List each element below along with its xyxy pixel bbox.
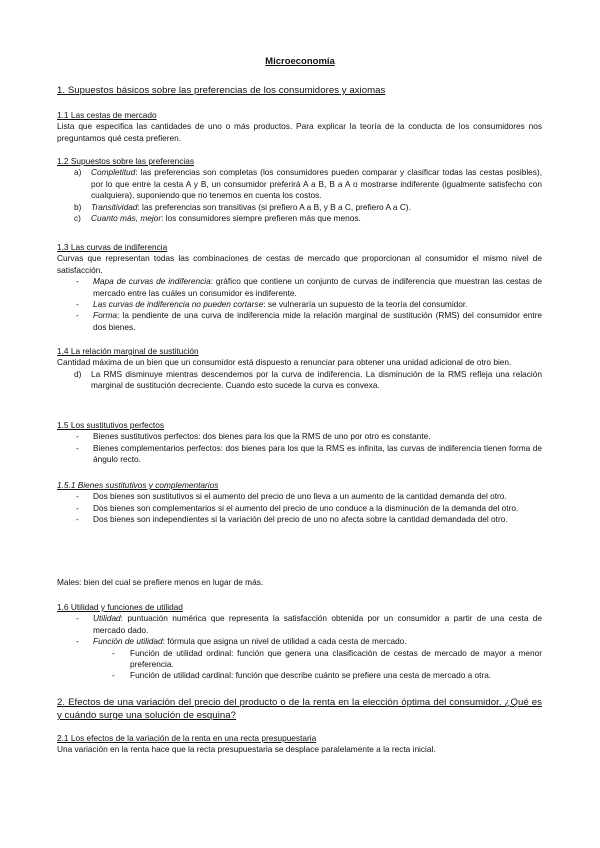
list-text: Función de utilidad ordinal: función que genera una clasificación de cestas de mercado de mayor a menor preferencia.: [130, 647, 542, 670]
list-item: [76, 613, 542, 636]
section-1-2-heading: 1.2 Supuestos sobre las preferencias: [57, 156, 194, 166]
term: Cuanto más, mejor: [91, 213, 162, 224]
list-marker: -: [76, 299, 79, 310]
term: Completitud: [91, 167, 136, 178]
term: Las curvas de indiferencia no pueden cortarse: [93, 299, 264, 310]
section-1-5-1-heading-text: 1.5.1 Bienes sustitutivos y complementarios: [57, 480, 219, 490]
list-marker: -: [76, 502, 79, 513]
section-2-1-heading: 2.1 Los efectos de la variación de la renta en una recta presupuestaria: [57, 733, 317, 743]
list-item: [76, 276, 542, 299]
definition: : puntuación numérica que representa la satisfacción obtenida por un consumidor a partir de una cesta de mercado dado.: [93, 613, 542, 635]
list-marker: -: [112, 647, 115, 658]
section-1-5: [57, 420, 542, 466]
section-1-3-text: Curvas que representan todas las combinaciones de cestas de mercado que proporcionan al consumidor el mismo nivel de satisfacción.: [57, 253, 542, 275]
section-1-4-text: Cantidad máxima de un bien que un consumidor está dispuesto a renunciar para obtener una unidad adicional de otro bien.: [57, 357, 512, 368]
list-text: Bienes complementarios perfectos: dos bienes para los que la RMS es infinita, las curvas de indiferencia tienen forma de ángulo recto.: [93, 442, 542, 465]
list-item: [76, 431, 542, 442]
document-title: Microeconomía: [265, 56, 335, 67]
list-item: [76, 491, 542, 502]
list-marker: -: [76, 514, 79, 525]
section-1-6-heading: 1.6 Utilidad y funciones de utilidad: [57, 602, 183, 612]
section-1-5-1: [57, 480, 542, 526]
section-1-3: [57, 242, 542, 333]
section-1-1-text: Lista que especifica las cantidades de uno o más productos. Para explicar la teoría de la conducta de los consumidores nos preguntamos qué cesta prefieren.: [57, 121, 542, 143]
list-item: [74, 202, 542, 213]
males-definition: Males: bien del cual se prefiere menos en lugar de más.: [57, 577, 264, 587]
list-item: [74, 167, 542, 201]
list-item: [76, 443, 542, 466]
definition: : la pendiente de una curva de indiferencia mide la relación marginal de sustitución (RMS) del consumidor entre dos bienes.: [93, 310, 542, 332]
list-text: Bienes sustitutivos perfectos: dos bienes para los que la RMS de uno por otro es constante.: [93, 431, 431, 442]
list-marker: -: [76, 613, 79, 624]
section-2-1-text: Una variación en la renta hace que la recta presupuestaria se desplace paralelamente a la recta inicial.: [57, 744, 436, 755]
term: Utilidad: [93, 613, 121, 624]
section-1-1: [57, 110, 542, 144]
definition: : se vulneraría un supuesto de la teoría del consumidor.: [263, 299, 468, 310]
list-text: Dos bienes son independientes si la variación del precio de uno no afecta sobre la cantidad demandada del otro.: [93, 514, 508, 525]
sub-list-item: [112, 670, 542, 681]
section-1-5-1-heading: [57, 480, 542, 491]
list-marker: -: [76, 636, 79, 647]
section-1-2: [57, 156, 542, 224]
list-marker: d): [74, 368, 82, 379]
list-item: [76, 503, 542, 514]
definition: : las preferencias son completas (los consumidores pueden comparar y clasificar todas las cestas posibles), por lo que entre la cesta A y B, un consumidor preferirá A a B, B a A o mostrarse indiferente (igualmente satisfecho con cualquiera), suponiendo que no tenemos en cuenta los costos.: [91, 167, 542, 201]
list-item: [76, 636, 542, 647]
list-marker: -: [76, 442, 79, 453]
definition: : los consumidores siempre prefieren más que menos.: [161, 213, 361, 224]
section-1-3-heading: 1.3 Las curvas de indiferencia: [57, 242, 168, 252]
term: Transitividad: [91, 201, 138, 212]
term: Función de utilidad: [93, 636, 163, 647]
section-1-6: [57, 602, 542, 682]
section-1-4: [57, 346, 542, 392]
list-marker: -: [76, 310, 79, 321]
list-item: [74, 369, 542, 392]
term: Forma: [93, 310, 117, 321]
list-text: Dos bienes son complementarios si el aumento del precio de uno conduce a la disminución de la demanda del otro.: [93, 502, 519, 513]
list-marker: -: [112, 670, 115, 681]
list-marker: a): [74, 167, 82, 178]
definition: : gráfico que contiene un conjunto de curvas de indiferencia que muestran las cestas de mercado entre las cuáles un consumidor es indiferente.: [93, 276, 542, 298]
list-marker: c): [74, 213, 81, 224]
list-marker: -: [76, 491, 79, 502]
list-item: [76, 514, 542, 525]
definition: : fórmula que asigna un nivel de utilidad a cada cesta de mercado.: [162, 636, 407, 647]
list-text: Función de utilidad cardinal: función que describe cuánto se prefiere una cesta de mercado a otra.: [130, 670, 492, 681]
list-item: [74, 213, 542, 224]
list-text: La RMS disminuye mientras descendemos por la curva de indiferencia. La disminución de la RMS refleja una relación marginal de sustitución decreciente. Cuando esto sucede la curva es convexa.: [91, 368, 542, 391]
sub-list-item: [112, 648, 542, 671]
list-item: [76, 310, 542, 333]
list-marker: b): [74, 201, 82, 212]
definition: : las preferencias son transitivas (si prefiero A a B, y B a C, prefiero A a C).: [137, 201, 411, 212]
section-1-1-heading: 1.1 Las cestas de mercado: [57, 110, 157, 120]
list-marker: -: [76, 431, 79, 442]
list-item: [76, 299, 542, 310]
section-2-heading: 2. Efectos de una variación del precio del producto o de la renta en la elección óptima del consumidor. ¿Qué es y cuándo surge una solución de esquina?: [57, 697, 542, 721]
list-text: Dos bienes son sustitutivos si el aumento del precio de uno lleva a un aumento de la cantidad demanda del otro.: [93, 491, 507, 502]
term: Mapa de curvas de indiferencia: [93, 276, 211, 287]
section-1-4-heading: 1.4 La relación marginal de sustitución: [57, 346, 199, 356]
section-2-1: [57, 733, 542, 756]
section-1-5-heading: 1.5 Los sustitutivos perfectos: [57, 420, 164, 430]
list-marker: -: [76, 276, 79, 287]
section-1-heading: 1. Supuestos básicos sobre las preferencias de los consumidores y axiomas: [57, 85, 386, 96]
